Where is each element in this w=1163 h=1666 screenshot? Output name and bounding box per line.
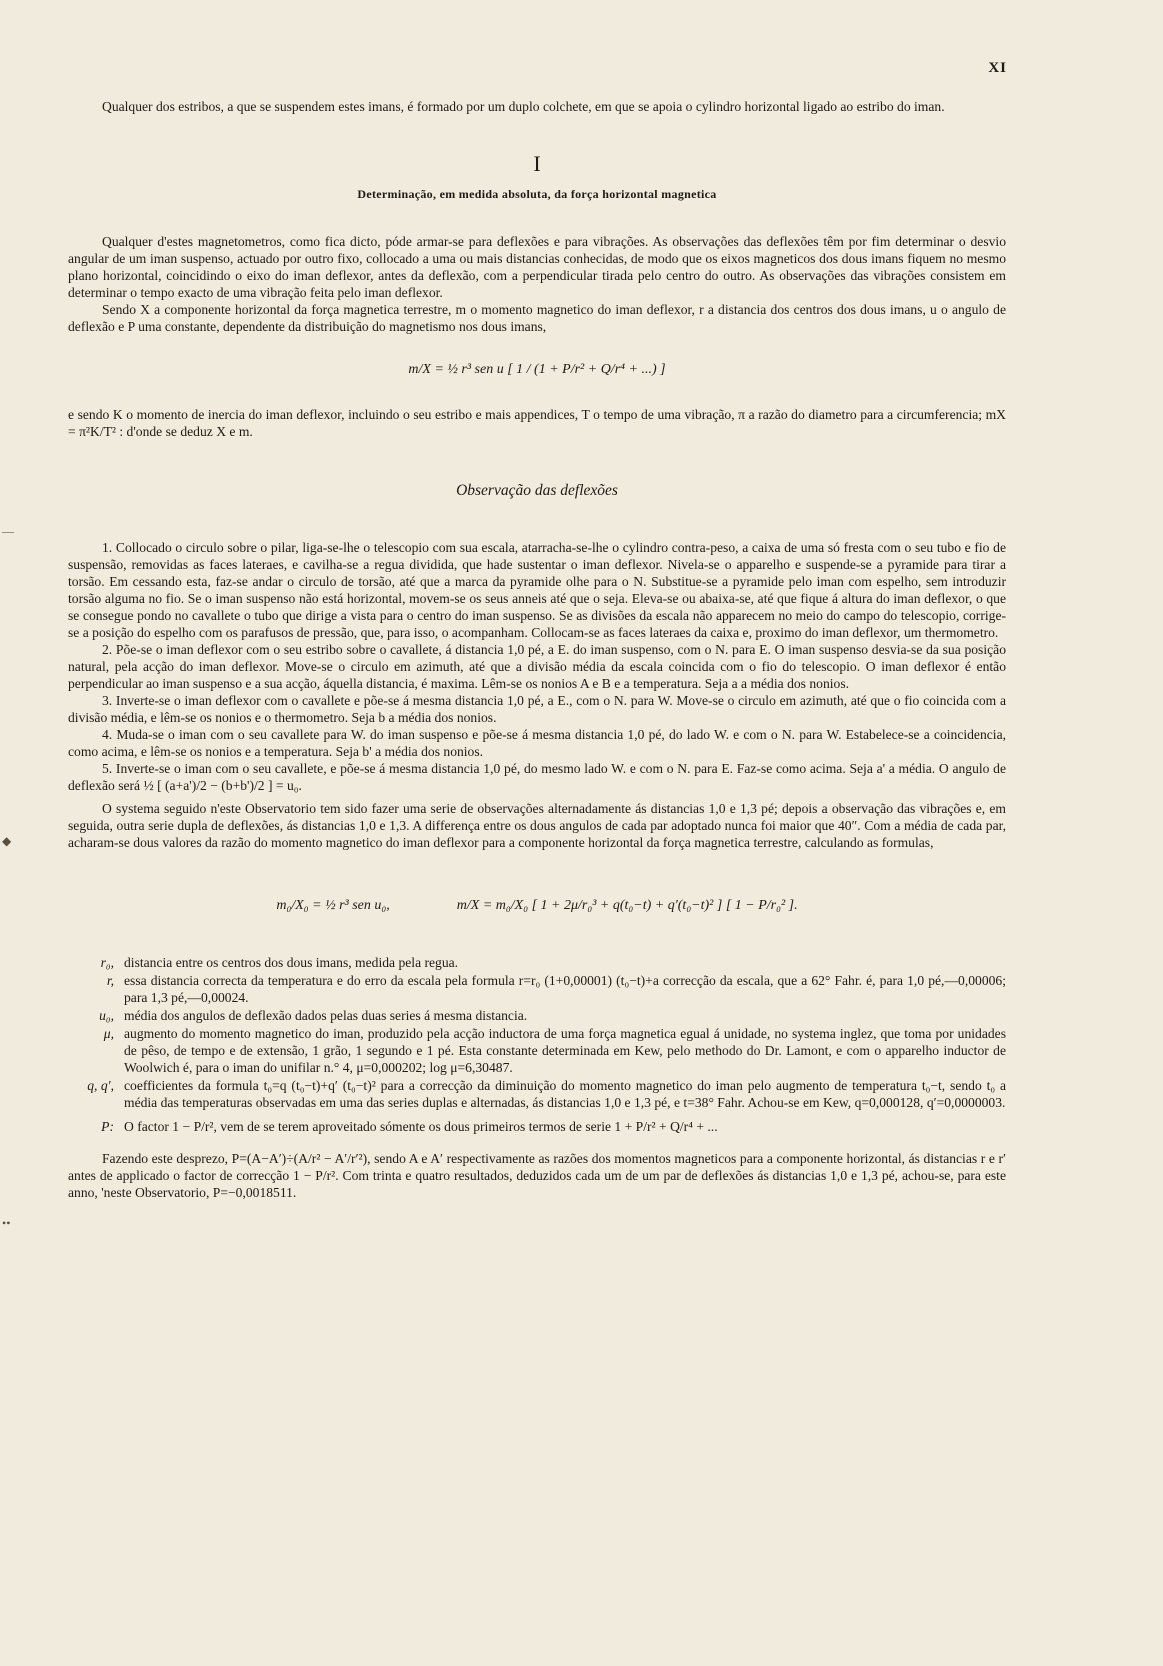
symbol-definitions [68, 954, 1006, 1135]
definition-symbol: r, [106, 973, 114, 988]
definition-symbol: μ, [103, 1026, 114, 1041]
paragraph: Fazendo este desprezo, P=(A−A′)÷(A/r² − A′/r′²), sendo A e A′ respectivamente as razões dos momentos magneticos para a componente horizontal, ás distancias r e r′ antes de applicado o factor de correcção 1 − P/r². Com trinta e quatro resultados, deduzidos cada um de um par de deflexões ás distancias 1,0 e 1,3 pé, achou-se, para este anno, 'neste Observatorio, P=−0,0018511. [68, 1151, 1006, 1200]
definition-row [68, 1025, 1006, 1076]
intro-paragraph: Qualquer dos estribos, a que se suspendem estes imans, é formado por um duplo colchete, em que se apoia o cylindro horizontal ligado ao estribo do iman. [102, 99, 945, 114]
section-number: I [533, 151, 541, 176]
paragraph: O systema seguido n'este Observatorio tem sido fazer uma serie de observações alternadamente ás distancias 1,0 e 1,3 pé; depois a observação das vibrações e, em seguida, outra serie dupla de deflexões, ás distancias 1,0 e 1,3. A differença entre os dous angulos de cada par adoptado nunca foi maior que 40″. Com a média de cada par, acharam-se dous valores da razão do momento magnetico do iman deflexor para a componente horizontal da força magnetica terrestre, calculando as formulas, [68, 801, 1006, 850]
definition-row [68, 972, 1006, 1006]
margin-mark: — [2, 524, 14, 538]
definition-symbol: q, q′, [87, 1078, 114, 1093]
definition-row [68, 1118, 1006, 1135]
formula: m/X = m₀/X₀ [ 1 + 2μ/r₀³ + q(t₀−t) + q′(t₀−t)² ] [ 1 − P/r₀² ]. [456, 898, 798, 913]
formula: m₀/X₀ = ½ r³ sen u₀, [276, 898, 390, 913]
paragraph: e sendo K o momento de inercia do iman deflexor, incluindo o seu estribo e mais appendices, T o tempo de uma vibração, π a razão do diametro para a circumferencia; mX = π²K/T² : d'onde se deduz X e m. [68, 407, 1006, 439]
definition-text: distancia entre os centros dos dous imans, medida pela regua. [124, 955, 459, 970]
numbered-item: 3. Inverte-se o iman deflexor com o cavallete e põe-se á mesma distancia 1,0 pé, a E., com o N. para W. Move-se o circulo em azimuth, até que o fio coincida com a divisão média, e lêm-se os nonios e o thermometro. Seja b a média dos nonios. [68, 693, 1006, 725]
margin-mark: ◆ [2, 834, 12, 848]
numbered-item: 1. Collocado o circulo sobre o pilar, liga-se-lhe o telescopio com sua escala, atarracha-se-lhe o cylindro contra-peso, a caixa de uma só fresta com o seu tubo e fio de suspensão, removidas as faces lateraes, e cavilha-se a regua dividida, que hade sustentar o iman deflexor. Nivela-se o apparelho e suspende-se a pyramide para tirar a torsão. Em cessando esta, faz-se andar o circulo de torsão, até que a marca da pyramide olhe para o N. Substitue-se a pyramide pelo iman com espelho, sem introduzir torsão alguma no fio. Se o iman suspenso não está horizontal, movem-se os seus anneis até que o seja. Eleva-se ou abaixa-se, até que fique á altura do iman deflexor, o que se consegue pondo no cavallete o tubo que dirige a vista para o centro do iman suspenso. Se as divisões da escala não apparecem no meio do campo do telescopio, corrige-se a posição do espelho com os parafusos de pressão, que, para isso, o acompanham. Collocam-se as faces lateraes da caixa e, proximo do iman deflexor, um thermometro. [68, 540, 1006, 640]
paragraph: Qualquer d'estes magnetometros, como fica dicto, póde armar-se para deflexões e para vibrações. As observações das deflexões têm por fim determinar o desvio angular de um iman suspenso, actuado por outro fixo, collocado a uma ou mais distancias conhecidas, de modo que os eixos magneticos dos dous imans fiquem no mesmo plano horizontal, coincidindo o eixo do iman deflexor, antes da deflexão, com a perpendicular tirada pelo centro do outro. As observações das vibrações consistem em determinar o tempo exacto de uma vibração feita pelo iman deflexor. [68, 234, 1006, 300]
numbered-item: 5. Inverte-se o iman com o seu cavallete, e põe-se á mesma distancia 1,0 pé, do mesmo lado W. e com o N. para E. Faz-se como acima. Seja a' a média. O angulo de deflexão será ½ [ (a+a')/2 − (b+b')/2 ] = u₀. [68, 761, 1006, 793]
numbered-item: 4. Muda-se o iman com o seu cavallete para W. do iman suspenso e põe-se á mesma distancia 1,0 pé, do lado W. e com o N. para W. Estabelece-se a coincidencia, como acima, e lêm-se os nonios e a temperatura. Seja b' a média dos nonios. [68, 727, 1006, 759]
margin-mark: •• [2, 1216, 11, 1230]
page-body [68, 98, 1006, 1201]
paragraph: Sendo X a componente horizontal da força magnetica terrestre, m o momento magnetico do iman deflexor, r a distancia dos centros dos dous imans, u o angulo de deflexão e P uma constante, dependente da distribuição do magnetismo nos dous imans, [68, 302, 1006, 334]
definition-row [68, 954, 1006, 971]
definition-text: coefficientes da formula t₀=q (t₀−t)+q′ (t₀−t)² para a correcção da diminuição do momento magnetico do iman pelo augmento de temperatura t₀−t, sendo t₀ a média das temperaturas observadas em uma das series duplas e alternadas, ás distancias 1,0 e 1,3 pé, e t=38° Fahr. Achou-se em Kew, q=0,000128, q′=0,0000003. [124, 1078, 1006, 1110]
formula: m/X = ½ r³ sen u [ 1 / (1 + P/r² + Q/r⁴ + ...) ] [408, 362, 666, 377]
numbered-item: 2. Põe-se o iman deflexor com o seu estribo sobre o cavallete, á distancia 1,0 pé, a E. do iman suspenso, com o N. para E. O iman suspenso desvia-se da sua posição natural, pela acção do iman deflexor. Move-se o circulo em azimuth, até que a divisão média da escala coincida com o fio do telescopio. O iman deflexor é então perpendicular ao iman suspenso e a sua acção, áquella distancia, é maxima. Lêm-se os nonios A e B e a temperatura. Seja a a média dos nonios. [68, 642, 1006, 691]
definition-text: essa distancia correcta da temperatura e do erro da escala pela formula r=r₀ (1+0,00001) (t₀−t)+a correcção da escala, que a 62° Fahr. é, para 1,0 pé,—0,00006; para 1,3 pé,—0,00024. [124, 973, 1006, 1005]
definition-symbol: u₀, [99, 1008, 114, 1023]
definition-row [68, 1007, 1006, 1024]
section-title: Determinação, em medida absoluta, da força horizontal magnetica [357, 187, 717, 201]
definition-symbol: r₀, [100, 955, 114, 970]
definition-row [68, 1077, 1006, 1111]
definition-text: média dos angulos de deflexão dados pelas duas series á mesma distancia. [124, 1008, 528, 1023]
definition-symbol: P: [101, 1119, 114, 1134]
page-number: XI [988, 60, 1007, 76]
definition-text: augmento do momento magnetico do iman, produzido pela acção inductora de uma força magnetica egual á unidade, no systema inglez, que toma por unidades de pêso, de tempo e de extensão, 1 grão, 1 segundo e 1 pé. Esta constante determinada em Kew, pelo methodo do Dr. Lamont, e com o apparelho inductor de Woolwich é, para o iman do unifilar n.° 4, μ=0,000202; log μ=6,30487. [124, 1026, 1006, 1075]
formula-row [68, 897, 1006, 914]
definition-text: O factor 1 − P/r², vem de se terem aproveitado sómente os dous primeiros termos de serie 1 + P/r² + Q/r⁴ + ... [124, 1119, 718, 1134]
subsection-title: Observação das deflexões [456, 482, 618, 499]
